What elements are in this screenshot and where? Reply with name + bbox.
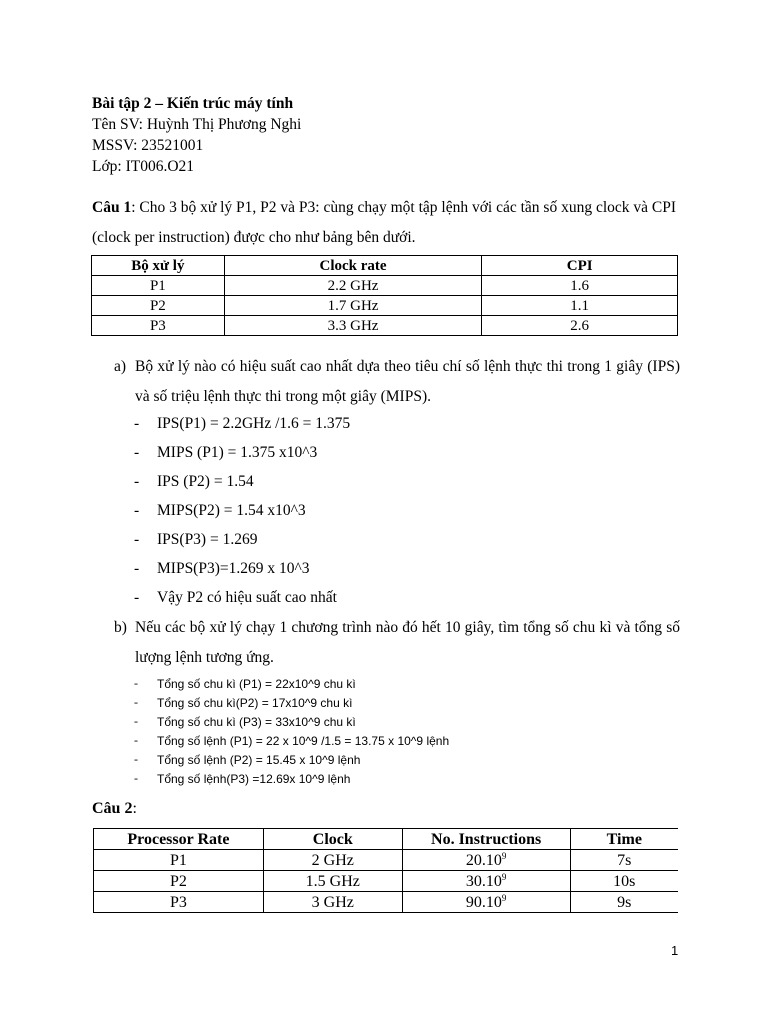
question-1-label: Câu 1	[92, 199, 132, 216]
table-cell: 2.2 GHz	[224, 276, 482, 296]
table-header-cell: Clock rate	[224, 256, 482, 276]
bullet-dash: -	[134, 733, 138, 747]
part-a-question: Bộ xử lý nào có hiệu suất cao nhất dựa theo tiêu chí số lệnh thực thi trong 1 giây (IPS) và số triệu lệnh thực thi trong một giây (MIPS).	[135, 358, 680, 405]
bullet-dash: -	[134, 473, 140, 490]
table-cell: P1	[92, 276, 225, 296]
part-b-bullet: Tổng số lệnh (P2) = 15.45 x 10^9 lệnh	[157, 753, 361, 767]
table-row	[94, 871, 679, 892]
table-row	[92, 316, 678, 336]
table-cell: 1.7 GHz	[224, 296, 482, 316]
table-cell	[402, 871, 570, 892]
table-cell: P3	[94, 892, 264, 913]
table-cell: P1	[94, 850, 264, 871]
part-b-marker: b)	[114, 619, 127, 636]
part-a-bullet: MIPS(P3)=1.269 x 10^3	[157, 560, 310, 577]
table-cell: 9s	[570, 892, 678, 913]
bullet-dash: -	[134, 771, 138, 785]
table-cell: 1.6	[482, 276, 678, 296]
bullet-dash: -	[134, 415, 140, 432]
table-header-cell: No. Instructions	[402, 829, 570, 850]
class-code: Lớp: IT006.O21	[92, 158, 195, 175]
part-b-bullet: Tổng số chu kì(P2) = 17x10^9 chu kì	[157, 696, 353, 710]
part-b-bullet: Tổng số lệnh (P1) = 22 x 10^9 /1.5 = 13.75 x 10^9 lệnh	[157, 734, 450, 748]
table-cell: 3.3 GHz	[224, 316, 482, 336]
table-row	[92, 296, 678, 316]
question-2-heading	[92, 799, 137, 819]
table-header-cell: Processor Rate	[94, 829, 264, 850]
table-cell: P3	[92, 316, 225, 336]
instr-base: 30.10	[465, 872, 502, 890]
table-header-cell: Bộ xử lý	[92, 256, 225, 276]
table-cell	[402, 850, 570, 871]
table-cell: 2.6	[482, 316, 678, 336]
processor-table-1	[91, 255, 678, 336]
instr-base: 90.10	[465, 893, 502, 911]
question-1-body: : Cho 3 bộ xử lý P1, P2 và P3: cùng chạy một tập lệnh với các tần số xung clock và CPI (clock per instruction) được cho như bảng bên dưới.	[92, 199, 677, 246]
student-id: MSSV: 23521001	[92, 137, 204, 154]
part-a-bullet: IPS(P3) = 1.269	[157, 531, 258, 548]
bullet-dash: -	[134, 676, 138, 690]
part-b-question: Nếu các bộ xử lý chạy 1 chương trình nào đó hết 10 giây, tìm tổng số chu kì và tổng số lượng lệnh tương ứng.	[135, 619, 680, 666]
table-cell: 7s	[570, 850, 678, 871]
bullet-dash: -	[134, 502, 140, 519]
bullet-dash: -	[134, 444, 140, 461]
question-2-label: Câu 2	[92, 800, 133, 817]
table-header-cell: Time	[570, 829, 678, 850]
table-header-row	[94, 829, 679, 850]
table-cell: 2 GHz	[263, 850, 402, 871]
part-b-bullet: Tổng số chu kì (P1) = 22x10^9 chu kì	[157, 677, 356, 691]
table-cell: P2	[92, 296, 225, 316]
table-cell: 1.1	[482, 296, 678, 316]
instr-exponent: 9	[501, 850, 507, 861]
part-a-bullet: IPS (P2) = 1.54	[157, 473, 254, 490]
table-header-cell: Clock	[263, 829, 402, 850]
table-cell: 10s	[570, 871, 678, 892]
part-a-bullet: MIPS(P2) = 1.54 x10^3	[157, 502, 306, 519]
bullet-dash: -	[134, 589, 140, 606]
part-a-bullet: Vậy P2 có hiệu suất cao nhất	[157, 589, 337, 606]
part-a-marker: a)	[114, 358, 127, 375]
bullet-dash: -	[134, 695, 138, 709]
part-a-bullet: MIPS (P1) = 1.375 x10^3	[157, 444, 318, 461]
table-cell	[402, 892, 570, 913]
table-header-cell: CPI	[482, 256, 678, 276]
bullet-dash: -	[134, 714, 138, 728]
part-a-bullet: IPS(P1) = 2.2GHz /1.6 = 1.375	[157, 415, 351, 432]
bullet-dash: -	[134, 531, 140, 548]
instr-base: 20.10	[465, 851, 502, 869]
part-b-bullet: Tổng số lệnh(P3) =12.69x 10^9 lệnh	[157, 772, 351, 786]
table-row	[94, 850, 679, 871]
table-row	[92, 276, 678, 296]
bullet-dash: -	[134, 752, 138, 766]
page-number: 1	[671, 943, 679, 958]
question-2-colon: :	[132, 800, 137, 817]
processor-table-2	[93, 828, 678, 913]
table-cell: 3 GHz	[263, 892, 402, 913]
table-row	[94, 892, 679, 913]
question-1-text	[92, 193, 678, 253]
instr-exponent: 9	[501, 871, 507, 882]
bullet-dash: -	[134, 560, 140, 577]
assignment-title: Bài tập 2 – Kiến trúc máy tính	[92, 95, 294, 112]
instr-exponent: 9	[501, 892, 507, 903]
part-b-bullet: Tổng số chu kì (P3) = 33x10^9 chu kì	[157, 715, 356, 729]
student-name: Tên SV: Huỳnh Thị Phương Nghi	[92, 116, 302, 133]
table-cell: 1.5 GHz	[263, 871, 402, 892]
table-cell: P2	[94, 871, 264, 892]
table-header-row	[92, 256, 678, 276]
